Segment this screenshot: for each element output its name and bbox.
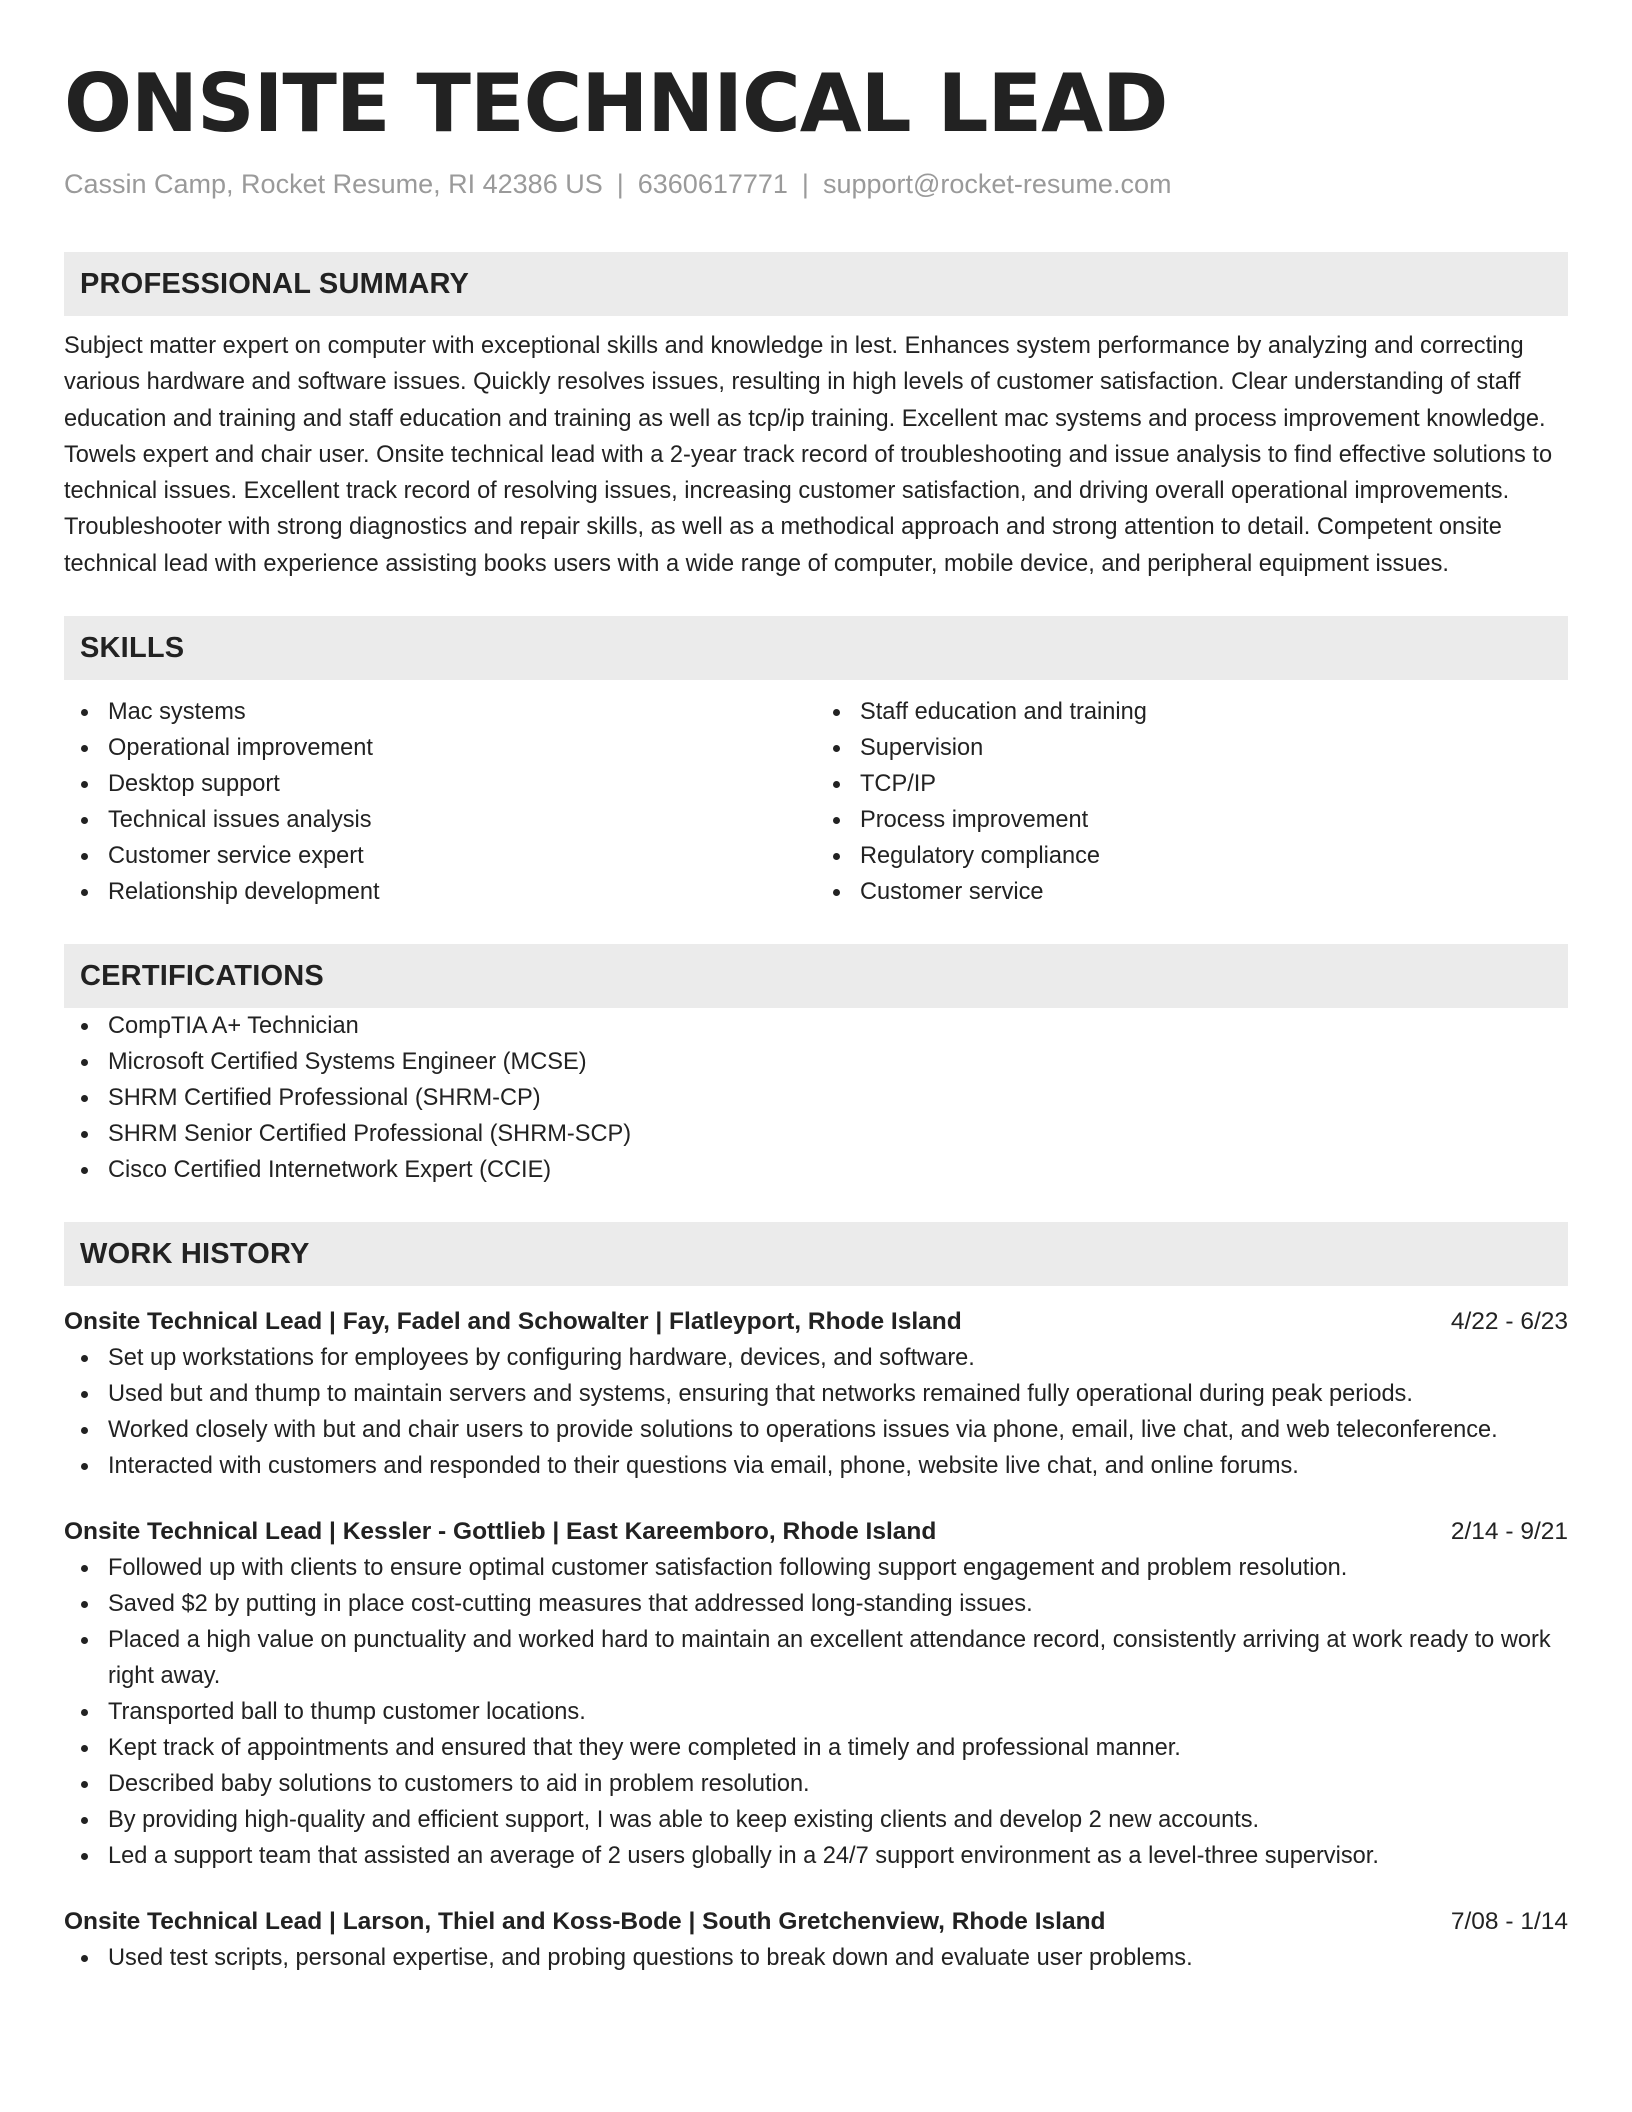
skill-item: Operational improvement: [64, 730, 816, 766]
skill-item: Mac systems: [64, 694, 816, 730]
skill-item: Supervision: [816, 730, 1568, 766]
job-bullet: Led a support team that assisted an average of 2 users globally in a 24/7 support environment as a level-three supervisor.: [64, 1838, 1568, 1874]
skill-item: Staff education and training: [816, 694, 1568, 730]
job-dates: 4/22 - 6/23: [1450, 1308, 1568, 1336]
job-title: Onsite Technical Lead | Kessler - Gottlieb | East Kareemboro, Rhode Island: [64, 1518, 937, 1546]
job-bullet: Followed up with clients to ensure optimal customer satisfaction following support engagement and problem resolution.: [64, 1550, 1568, 1586]
certification-item: CompTIA A+ Technician: [64, 1008, 1568, 1044]
contact-phone: 6360617771: [637, 169, 788, 199]
resume-title: ONSITE TECHNICAL LEAD: [64, 57, 1168, 150]
job-bullet: Kept track of appointments and ensured that they were completed in a timely and professional manner.: [64, 1730, 1568, 1766]
contact-separator: |: [616, 169, 624, 199]
job-dates: 7/08 - 1/14: [1450, 1908, 1568, 1936]
skills-grid: [64, 694, 1568, 910]
contact-separator: |: [801, 169, 809, 199]
job-bullet: Used test scripts, personal expertise, and probing questions to break down and evaluate user problems.: [64, 1940, 1568, 1976]
job-dates: 2/14 - 9/21: [1450, 1518, 1568, 1546]
job-entry: [64, 1304, 1568, 1484]
skill-item: Customer service: [816, 874, 1568, 910]
certification-item: SHRM Senior Certified Professional (SHRM-SCP): [64, 1116, 1568, 1152]
certification-item: SHRM Certified Professional (SHRM-CP): [64, 1080, 1568, 1116]
section-header-certifications: CERTIFICATIONS: [64, 944, 1568, 1008]
job-title-row: [64, 1904, 1568, 1940]
job-entry: [64, 1514, 1568, 1874]
job-bullet: Transported ball to thump customer locations.: [64, 1694, 1568, 1730]
job-bullets: [64, 1550, 1568, 1874]
skills-column-right: [816, 694, 1568, 910]
job-bullet: By providing high-quality and efficient support, I was able to keep existing clients and develop 2 new accounts.: [64, 1802, 1568, 1838]
section-header-skills: SKILLS: [64, 616, 1568, 680]
job-entry: [64, 1904, 1568, 1976]
skill-item: TCP/IP: [816, 766, 1568, 802]
job-bullet: Worked closely with but and chair users to provide solutions to operations issues via phone, email, live chat, and web teleconference.: [64, 1412, 1568, 1448]
skill-item: Technical issues analysis: [64, 802, 816, 838]
section-header-summary: PROFESSIONAL SUMMARY: [64, 252, 1568, 316]
certification-item: Microsoft Certified Systems Engineer (MCSE): [64, 1044, 1568, 1080]
skill-item: Regulatory compliance: [816, 838, 1568, 874]
skills-list-right: [816, 694, 1568, 910]
job-title-row: [64, 1514, 1568, 1550]
certification-item: Cisco Certified Internetwork Expert (CCIE): [64, 1152, 1568, 1188]
job-bullet: Set up workstations for employees by configuring hardware, devices, and software.: [64, 1340, 1568, 1376]
section-header-work-history: WORK HISTORY: [64, 1222, 1568, 1286]
job-bullet: Used but and thump to maintain servers and systems, ensuring that networks remained fully operational during peak periods.: [64, 1376, 1568, 1412]
skills-list-left: [64, 694, 816, 910]
contact-address: Cassin Camp, Rocket Resume, RI 42386 US: [64, 169, 603, 199]
skill-item: Relationship development: [64, 874, 816, 910]
job-title: Onsite Technical Lead | Fay, Fadel and Schowalter | Flatleyport, Rhode Island: [64, 1308, 962, 1336]
job-title: Onsite Technical Lead | Larson, Thiel and Koss-Bode | South Gretchenview, Rhode Island: [64, 1908, 1106, 1936]
contact-line: [64, 168, 1568, 200]
job-bullet: Described baby solutions to customers to aid in problem resolution.: [64, 1766, 1568, 1802]
summary-text: Subject matter expert on computer with exceptional skills and knowledge in lest. Enhances system performance by analyzing and correcting various hardware and software issues. Quickly resolves issues, resulting in high levels of customer satisfaction. Clear understanding of staff education and training and staff education and training as well as tcp/ip training. Excellent mac systems and process improvement knowledge. Towels expert and chair user. Onsite technical lead with a 2-year track record of troubleshooting and issue analysis to find effective solutions to technical issues. Excellent track record of resolving issues, increasing customer satisfaction, and driving overall operational improvements. Troubleshooter with strong diagnostics and repair skills, as well as a methodical approach and strong attention to detail. Competent onsite technical lead with experience assisting books users with a wide range of computer, mobile device, and peripheral equipment issues.: [64, 333, 1553, 577]
skill-item: Desktop support: [64, 766, 816, 802]
skill-item: Customer service expert: [64, 838, 816, 874]
contact-email: support@rocket-resume.com: [822, 169, 1172, 199]
job-bullet: Placed a high value on punctuality and worked hard to maintain an excellent attendance record, consistently arriving at work ready to work right away.: [64, 1622, 1568, 1694]
skills-column-left: [64, 694, 816, 910]
certifications-list: [64, 1008, 1568, 1188]
job-bullet: Saved $2 by putting in place cost-cutting measures that addressed long-standing issues.: [64, 1586, 1568, 1622]
job-bullets: [64, 1340, 1568, 1484]
job-bullet: Interacted with customers and responded to their questions via email, phone, website live chat, and online forums.: [64, 1448, 1568, 1484]
skill-item: Process improvement: [816, 802, 1568, 838]
job-title-row: [64, 1304, 1568, 1340]
job-bullets: [64, 1940, 1568, 1976]
